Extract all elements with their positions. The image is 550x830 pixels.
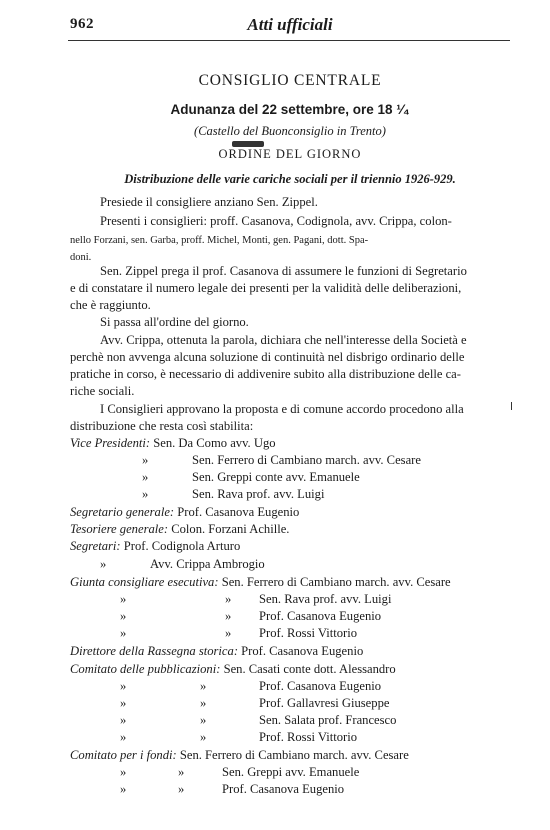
- ditto-mark: »: [120, 765, 127, 779]
- role-label: Segretario generale:: [70, 505, 175, 519]
- ditto-mark: »: [120, 730, 127, 744]
- ditto-mark: »: [225, 609, 232, 623]
- role-row: [70, 662, 512, 677]
- ditto-mark: »: [225, 626, 232, 640]
- role-holder: Prof. Casanova Eugenio: [259, 679, 382, 693]
- agenda-heading: ORDINE DEL GIORNO: [218, 147, 362, 161]
- role-row: [70, 436, 512, 451]
- role-row: [70, 644, 512, 659]
- role-holder: Sen. Greppi conte avv. Emanuele: [192, 470, 360, 484]
- role-holder: Sen. Ferrero di Cambiano march. avv. Cesare: [192, 453, 421, 467]
- ditto-mark: »: [120, 713, 127, 727]
- role-holder: Sen. Salata prof. Francesco: [259, 713, 397, 727]
- ditto-mark: »: [120, 782, 127, 796]
- page-number: 962: [70, 16, 94, 32]
- role-holder: Prof. Codignola Arturo: [123, 539, 241, 553]
- ditto-mark: »: [225, 592, 232, 606]
- role-holder: Colon. Forzani Achille.: [171, 522, 290, 536]
- body-line: Presenti i consiglieri: proff. Casanova, Codignola, avv. Crippa, colon-: [100, 214, 452, 228]
- ditto-mark: »: [120, 592, 127, 606]
- role-holder: Sen. Rava prof. avv. Luigi: [259, 592, 392, 606]
- role-row: [70, 748, 512, 763]
- body-line: che è raggiunto.: [70, 298, 151, 312]
- role-holder: Sen. Rava prof. avv. Luigi: [192, 487, 325, 501]
- ditto-mark: »: [120, 609, 127, 623]
- role-row: [70, 522, 512, 537]
- role-holder: Prof. Gallavresi Giuseppe: [259, 696, 390, 710]
- body-line: e di constatare il numero legale dei presenti per la validità delle deliberazioni,: [70, 281, 462, 295]
- role-row: [70, 539, 512, 554]
- body-line: Sen. Zippel prega il prof. Casanova di assumere le funzioni di Segretario: [100, 264, 467, 278]
- role-holder: Prof. Casanova Eugenio: [177, 505, 300, 519]
- role-label: Comitato delle pubblicazioni:: [70, 662, 221, 676]
- role-label: Tesoriere generale:: [70, 522, 169, 536]
- ditto-mark: »: [178, 782, 185, 796]
- body-line: Avv. Crippa, ottenuta la parola, dichiara che nell'interesse della Società e: [100, 333, 467, 347]
- role-row: [70, 575, 512, 590]
- section-heading: CONSIGLIO CENTRALE: [198, 72, 382, 89]
- running-title: Atti ufficiali: [247, 15, 333, 34]
- ditto-mark: »: [142, 453, 149, 467]
- margin-mark: [511, 402, 512, 410]
- body-line: doni.: [70, 252, 92, 263]
- body-line: Presiede il consigliere anziano Sen. Zippel.: [100, 195, 318, 209]
- body-line: nello Forzani, sen. Garba, proff. Michel, Monti, gen. Pagani, dott. Spa-: [70, 235, 369, 246]
- role-label: Giunta consigliare esecutiva:: [70, 575, 219, 589]
- ditto-mark: »: [200, 679, 207, 693]
- body-line: riche sociali.: [70, 384, 135, 398]
- role-holder: Sen. Casati conte dott. Alessandro: [223, 662, 396, 676]
- page-header: [70, 16, 510, 36]
- ditto-mark: »: [200, 713, 207, 727]
- role-label: Direttore della Rassegna storica:: [70, 644, 239, 658]
- ditto-mark: »: [142, 487, 149, 501]
- role-label: Segretari:: [70, 539, 121, 553]
- ditto-mark: »: [120, 679, 127, 693]
- meeting-place: (Castello del Buonconsiglio in Trento): [194, 124, 386, 138]
- role-holder: Avv. Crippa Ambrogio: [150, 557, 265, 571]
- ditto-mark: »: [120, 696, 127, 710]
- body-line: Si passa all'ordine del giorno.: [100, 315, 249, 329]
- role-holder: Prof. Casanova Eugenio: [241, 644, 364, 658]
- role-label: Vice Presidenti:: [70, 436, 151, 450]
- ditto-mark: »: [200, 696, 207, 710]
- ditto-mark: »: [100, 557, 107, 571]
- ditto-mark: »: [142, 470, 149, 484]
- ditto-mark: »: [120, 626, 127, 640]
- body-line: perchè non avvenga alcuna soluzione di continuità nel disbrigo ordinario delle: [70, 350, 465, 364]
- role-holder: Prof. Rossi Vittorio: [259, 730, 358, 744]
- role-label: Comitato per i fondi:: [70, 748, 177, 762]
- role-holder: Sen. Greppi avv. Emanuele: [222, 765, 360, 779]
- body-line: distribuzione che resta così stabilita:: [70, 419, 254, 433]
- meeting-date: Adunanza del 22 settembre, ore 18 ¹⁄₄: [170, 102, 410, 117]
- role-holder: Prof. Casanova Eugenio: [259, 609, 382, 623]
- ditto-mark: »: [178, 765, 185, 779]
- agenda-subject: Distribuzione delle varie cariche sociali per il triennio 1926-929.: [124, 172, 456, 186]
- role-holder: Sen. Da Como avv. Ugo: [153, 436, 276, 450]
- body-line: I Consiglieri approvano la proposta e di comune accordo procedono alla: [100, 402, 464, 416]
- ditto-mark: »: [200, 730, 207, 744]
- role-row: [70, 505, 512, 520]
- role-holder: Prof. Casanova Eugenio: [222, 782, 345, 796]
- header-rule: [68, 40, 510, 41]
- role-holder: Sen. Ferrero di Cambiano march. avv. Cesare: [179, 748, 409, 762]
- body-line: pratiche in corso, è necessario di addivenire subito alla distribuzione delle ca-: [70, 367, 461, 381]
- role-holder: Sen. Ferrero di Cambiano march. avv. Cesare: [221, 575, 451, 589]
- role-holder: Prof. Rossi Vittorio: [259, 626, 358, 640]
